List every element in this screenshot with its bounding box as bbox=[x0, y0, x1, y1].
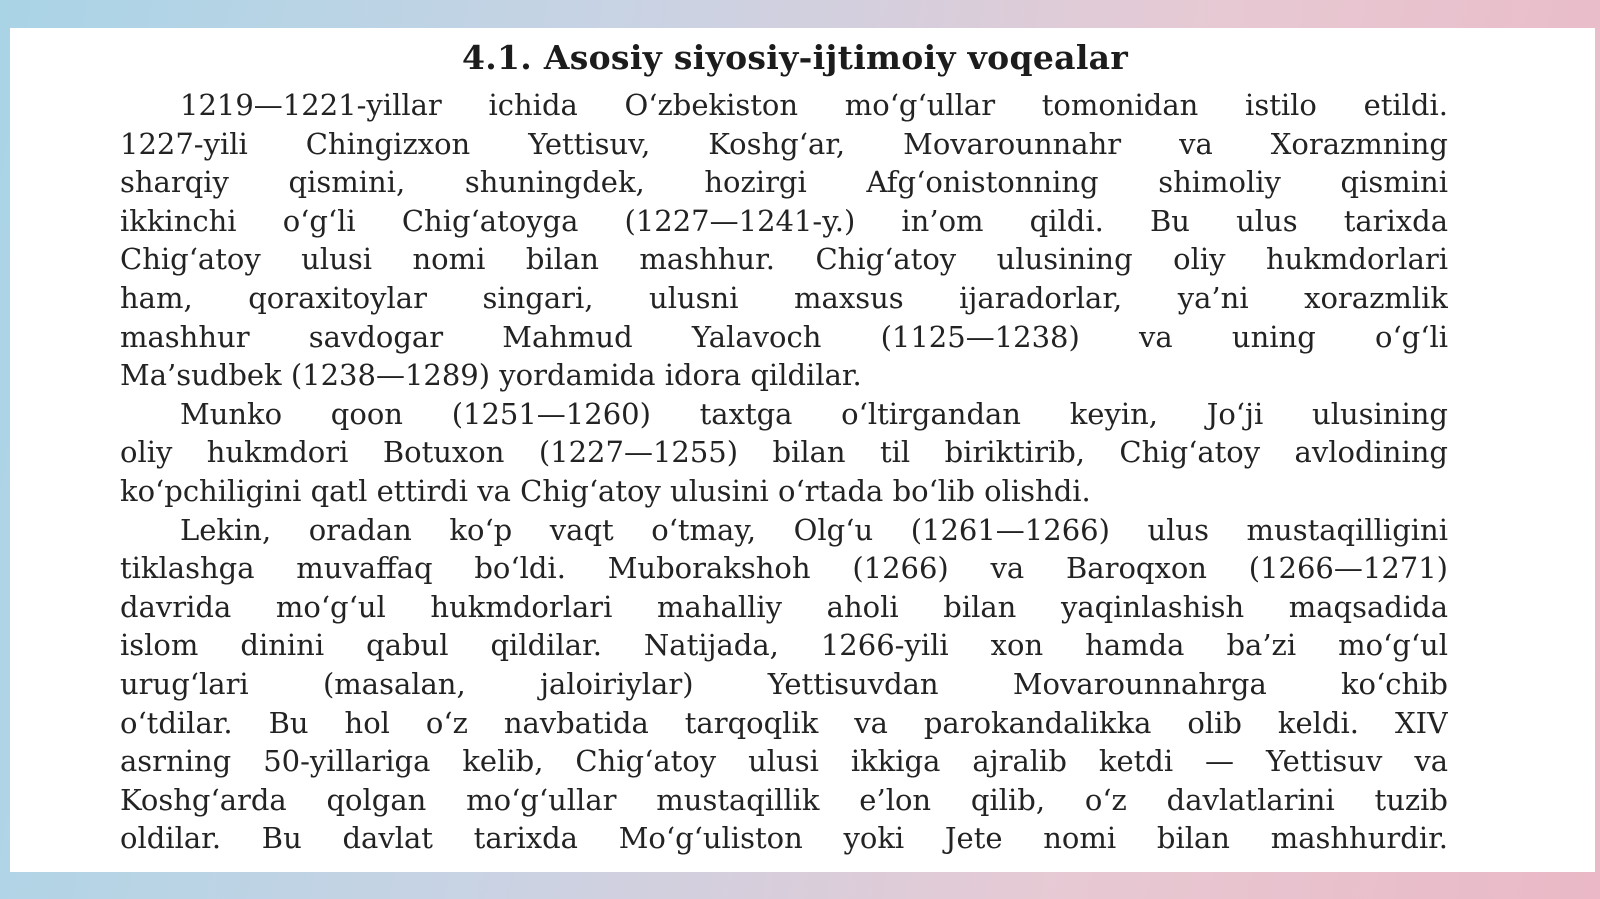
text-line: tiklashga muvaffaq bo‘ldi. Muborakshoh (1266) va Baroqxon (1266—1271) bbox=[120, 551, 1448, 586]
text-line: mashhur savdogar Mahmud Yalavoch (1125—1238) va uning o‘g‘li bbox=[120, 319, 1448, 354]
text-line: Munko qoon (1251—1260) taxtga o‘ltirgandan keyin, Jo‘ji ulusining bbox=[180, 396, 1448, 431]
text-line: o‘tdilar. Bu hol o‘z navbatida tarqoqlik va parokandalikka olib keldi. XIV bbox=[120, 705, 1448, 740]
text-line: asrning 50-yillariga kelib, Chig‘atoy ulusi ikkiga ajralib ketdi — Yettisuv va bbox=[120, 744, 1448, 779]
text-line: 1227-yili Chingizxon Yettisuv, Koshg‘ar, Movarounnahr va Xorazmning bbox=[120, 126, 1448, 161]
text-line: ham, qoraxitoylar singari, ulusni maxsus ijaradorlar, ya’ni xorazmlik bbox=[120, 280, 1448, 315]
document-page bbox=[10, 28, 1595, 872]
body-text bbox=[120, 86, 1448, 858]
text-line: Ma’sudbek (1238—1289) yordamida idora qildilar. bbox=[120, 358, 862, 393]
text-line: urug‘lari (masalan, jaloiriylar) Yettisuvdan Movarounnahrga ko‘chib bbox=[120, 666, 1448, 701]
text-line: oldilar. Bu davlat tarixda Mo‘g‘uliston yoki Jete nomi bilan mashhurdir. bbox=[120, 821, 1448, 856]
text-line: islom dinini qabul qildilar. Natijada, 1266-yili xon hamda ba’zi mo‘g‘ul bbox=[120, 628, 1448, 663]
text-line: 1219—1221-yillar ichida O‘zbekiston mo‘g‘ullar tomonidan istilo etildi. bbox=[180, 88, 1448, 122]
text-line: davrida mo‘g‘ul hukmdorlari mahalliy aholi bilan yaqinlashish maqsadida bbox=[120, 589, 1448, 624]
text-line: Koshg‘arda qolgan mo‘g‘ullar mustaqillik e’lon qilib, o‘z davlatlarini tuzib bbox=[120, 782, 1448, 817]
text-line: sharqiy qismini, shuningdek, hozirgi Afg‘onistonning shimoliy qismini bbox=[120, 165, 1448, 200]
text-line: ko‘pchiligini qatl ettirdi va Chig‘atoy ulusini o‘rtada bo‘lib olishdi. bbox=[120, 473, 1091, 508]
text-line: Chig‘atoy ulusi nomi bilan mashhur. Chig‘atoy ulusining oliy hukmdorlari bbox=[120, 242, 1448, 277]
section-heading: 4.1. Asosiy siyosiy-ijtimoiy voqealar bbox=[461, 38, 1129, 77]
text-line: oliy hukmdori Botuxon (1227—1255) bilan til biriktirib, Chig‘atoy avlodining bbox=[120, 435, 1448, 470]
text-line: Lekin, oradan ko‘p vaqt o‘tmay, Olg‘u (1261—1266) ulus mustaqilligini bbox=[180, 512, 1448, 547]
text-line: ikkinchi o‘g‘li Chig‘atoyga (1227—1241-y.) in’om qildi. Bu ulus tarixda bbox=[120, 203, 1448, 238]
